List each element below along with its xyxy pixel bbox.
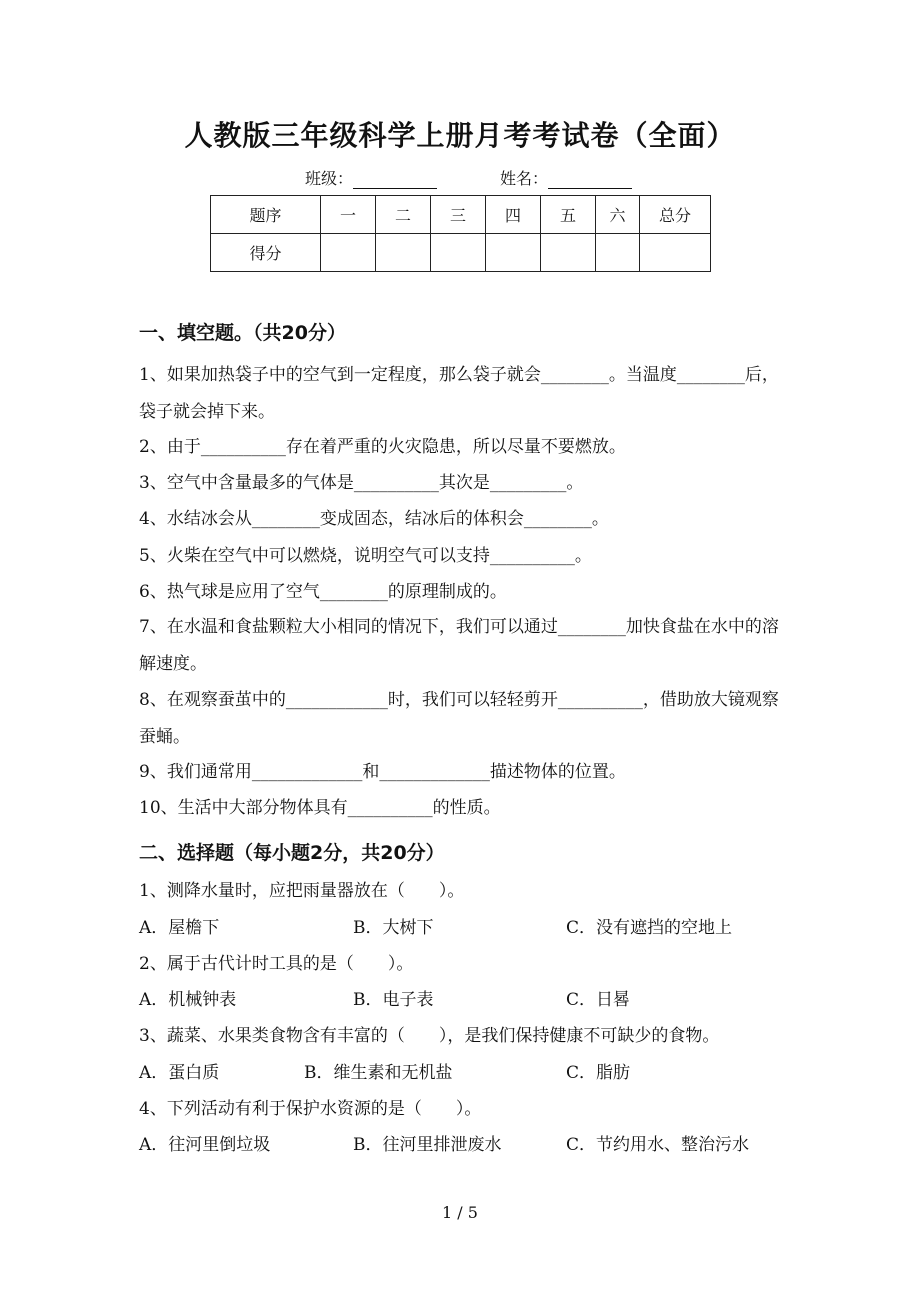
name-field — [500, 166, 632, 189]
score-header-cell: 四 — [486, 196, 541, 234]
option-c[interactable]: C．没有遮挡的空地上 — [566, 918, 733, 938]
choice-question-3: 3、蔬菜、水果类食物含有丰富的（ ），是我们保持健康不可缺少的食物。 — [139, 1026, 720, 1046]
option-a[interactable]: A．屋檐下 — [139, 918, 220, 938]
score-cell[interactable] — [541, 234, 596, 272]
section2-heading: 二、选择题（每小题2分，共20分） — [139, 842, 445, 864]
student-info — [0, 166, 920, 192]
score-header-cell: 一 — [321, 196, 376, 234]
option-c[interactable]: C．日晷 — [566, 990, 631, 1010]
name-label: 姓名： — [500, 169, 549, 188]
score-cell[interactable] — [376, 234, 431, 272]
option-b[interactable]: B．大树下 — [353, 918, 434, 938]
score-header-cell: 题序 — [211, 196, 321, 234]
fill-question-2: 2、由于__________存在着严重的火灾隐患，所以尽量不要燃放。 — [139, 437, 626, 457]
choice-options-4 — [139, 1127, 784, 1163]
section1-heading: 一、填空题。（共20分） — [139, 322, 346, 344]
score-row-label: 得分 — [211, 234, 321, 272]
score-cell[interactable] — [596, 234, 640, 272]
fill-question-7: 7、在水温和食盐颗粒大小相同的情况下，我们可以通过________加快食盐在水中的溶解速度。 — [139, 617, 779, 674]
choice-question-2: 2、属于古代计时工具的是（ ）。 — [139, 954, 414, 974]
option-a[interactable]: A．往河里倒垃圾 — [139, 1135, 271, 1155]
score-cell[interactable] — [486, 234, 541, 272]
class-field — [305, 166, 437, 189]
choice-question-4: 4、下列活动有利于保护水资源的是（ ）。 — [139, 1099, 482, 1119]
fill-question-1: 1、如果加热袋子中的空气到一定程度，那么袋子就会________。当温度________后，袋子就会掉下来。 — [139, 365, 779, 422]
score-header-cell: 六 — [596, 196, 640, 234]
score-header-cell: 总分 — [640, 196, 711, 234]
score-table-row — [211, 234, 711, 272]
fill-question-5: 5、火柴在空气中可以燃烧，说明空气可以支持__________。 — [139, 546, 592, 566]
option-a[interactable]: A．机械钟表 — [139, 990, 237, 1010]
fill-question-9: 9、我们通常用_____________和_____________描述物体的位置。 — [139, 762, 626, 782]
fill-question-10: 10、生活中大部分物体具有__________的性质。 — [139, 798, 501, 818]
page-number: 1 / 5 — [442, 1203, 478, 1222]
fill-question-4: 4、水结冰会从________变成固态，结冰后的体积会________。 — [139, 509, 609, 529]
option-a[interactable]: A．蛋白质 — [139, 1063, 220, 1083]
option-b[interactable]: B．往河里排泄废水 — [353, 1135, 502, 1155]
fill-question-3: 3、空气中含量最多的气体是__________其次是_________。 — [139, 473, 584, 493]
name-blank[interactable] — [548, 170, 632, 189]
option-c[interactable]: C．脂肪 — [566, 1063, 631, 1083]
score-cell[interactable] — [431, 234, 486, 272]
score-table — [210, 195, 711, 272]
fill-question-6: 6、热气球是应用了空气________的原理制成的。 — [139, 582, 507, 602]
option-c[interactable]: C．节约用水、整治污水 — [566, 1135, 750, 1155]
choice-options-2 — [139, 982, 784, 1018]
choice-options-3 — [139, 1055, 784, 1091]
exam-title: 人教版三年级科学上册月考考试卷（全面） — [184, 119, 736, 152]
choice-options-1 — [139, 910, 784, 946]
option-b[interactable]: B．维生素和无机盐 — [304, 1063, 453, 1083]
fill-question-8: 8、在观察蚕茧中的____________时，我们可以轻轻剪开__________，借助放大镜观察蚕蛹。 — [139, 690, 779, 747]
score-header-cell: 五 — [541, 196, 596, 234]
score-header-cell: 二 — [376, 196, 431, 234]
choice-question-1: 1、测降水量时，应把雨量器放在（ ）。 — [139, 881, 465, 901]
score-table-header-row — [211, 196, 711, 234]
score-cell[interactable] — [640, 234, 711, 272]
option-b[interactable]: B．电子表 — [353, 990, 434, 1010]
score-header-cell: 三 — [431, 196, 486, 234]
class-blank[interactable] — [353, 170, 437, 189]
score-cell[interactable] — [321, 234, 376, 272]
class-label: 班级： — [305, 169, 354, 188]
